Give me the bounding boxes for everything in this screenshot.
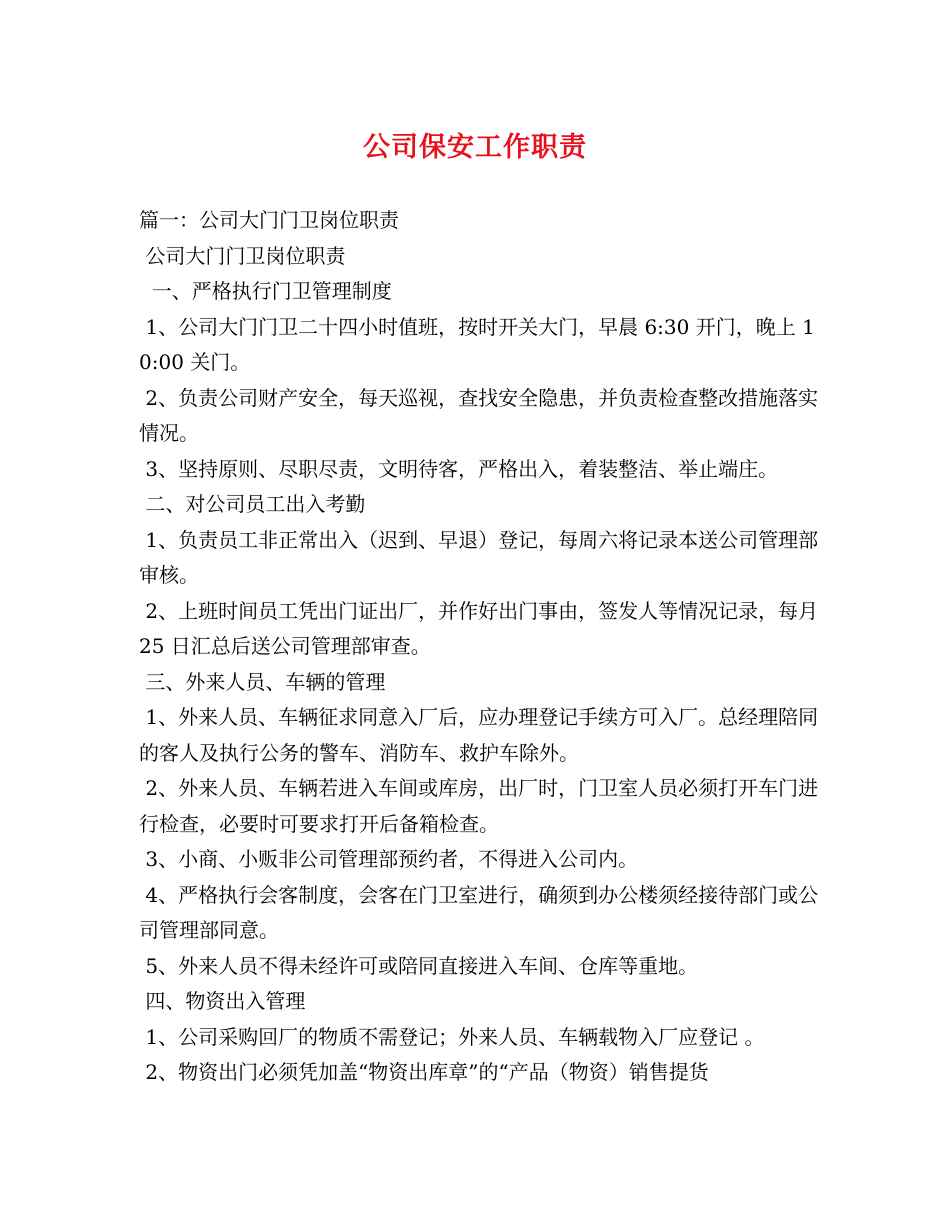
paragraph: 3、坚持原则、尽职尽责，文明待客，严格出入，着装整洁、举止端庄。 [139, 456, 779, 481]
document-title: 公司保安工作职责 [363, 132, 587, 163]
document-body [139, 203, 825, 1091]
paragraph: 1、公司采购回厂的物质不需登记；外来人员、车辆载物入厂应登记 。 [139, 1024, 765, 1049]
paragraph: 2、物资出门必须凭加盖“物资出库章”的“产品（物资）销售提货 [139, 1060, 709, 1084]
paragraph: 3、小商、小贩非公司管理部预约者，不得进入公司内。 [139, 847, 639, 871]
paragraph: 2、上班时间员工凭出门证出厂，并作好出门事由，签发人等情况记录，每月 25 日汇总后送公司管理部审查。 [139, 598, 825, 658]
paragraph: 5、外来人员不得未经许可或陪同直接进入车间、仓库等重地。 [139, 953, 699, 978]
paragraph: 篇一：公司大门门卫岗位职责 [139, 208, 399, 232]
paragraph: 1、负责员工非正常出入（迟到、早退）登记，每周六将记录本送公司管理部审核。 [139, 527, 819, 587]
paragraph: 1、外来人员、车辆征求同意入厂后，应办理登记手续方可入厂。总经理陪同的客人及执行公务的警车、消防车、救护车除外。 [139, 705, 819, 765]
section-heading: 一、严格执行门卫管理制度 [139, 279, 392, 303]
section-heading: 四、物资出入管理 [139, 989, 306, 1013]
section-heading: 二、对公司员工出入考勤 [139, 492, 366, 516]
paragraph: 1、公司大门门卫二十四小时值班，按时开关大门，早晨 6:30 开门，晚上 10:00 关门。 [139, 314, 815, 374]
paragraph: 公司大门门卫岗位职责 [139, 243, 346, 268]
paragraph: 4、严格执行会客制度，会客在门卫室进行，确须到办公楼须经接待部门或公司管理部同意。 [139, 882, 819, 942]
paragraph: 2、负责公司财产安全，每天巡视，查找安全隐患，并负责检查整改措施落实情况。 [139, 385, 819, 445]
paragraph: 2、外来人员、车辆若进入车间或库房，出厂时，门卫室人员必须打开车门进行检查，必要时可要求打开后备箱检查。 [139, 776, 819, 836]
section-heading: 三、外来人员、车辆的管理 [139, 669, 386, 694]
